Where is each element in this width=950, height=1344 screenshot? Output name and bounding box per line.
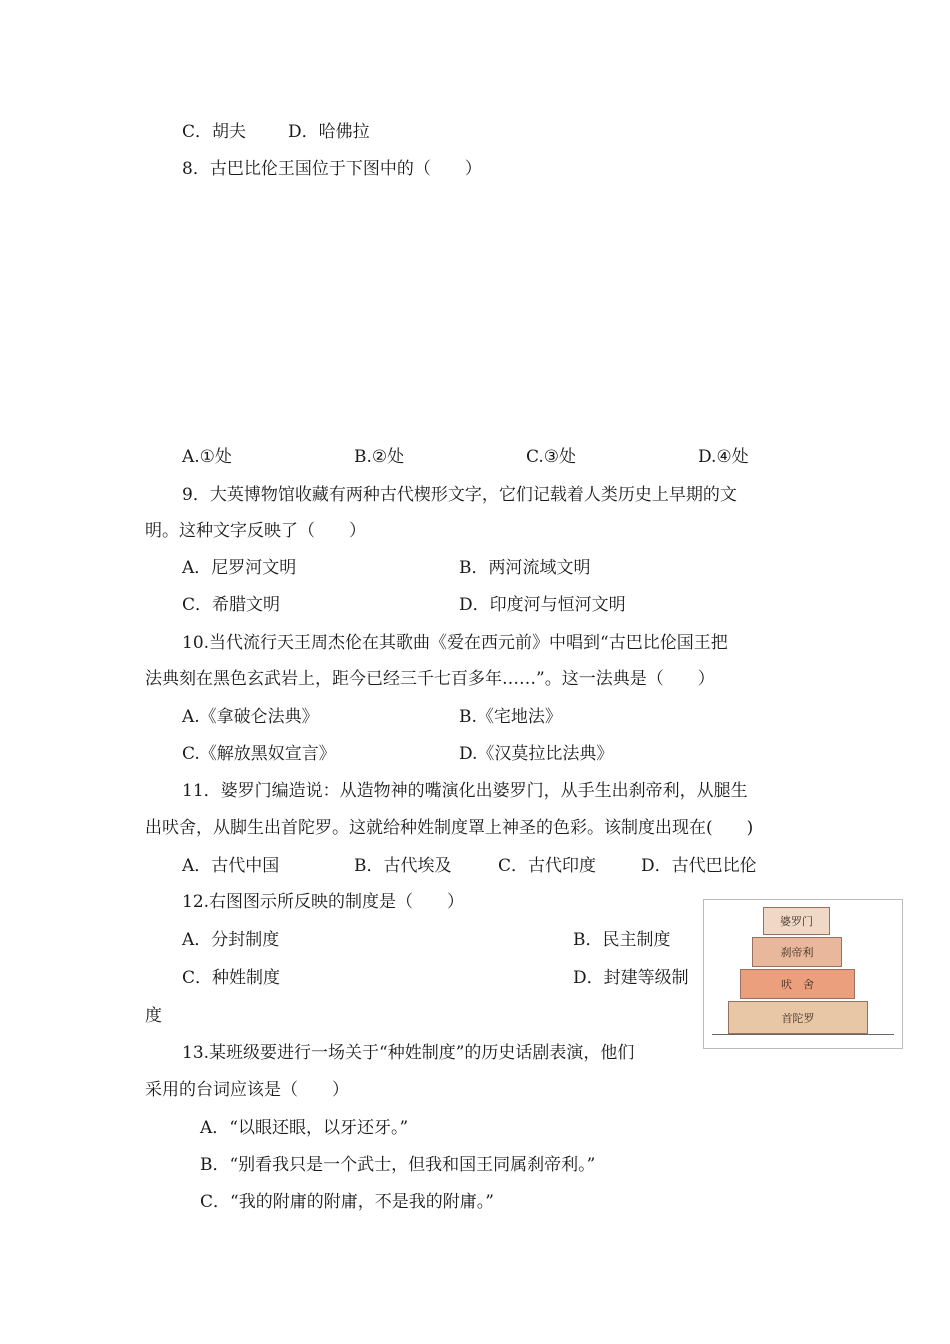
- q8-option-c: C.③处: [526, 447, 577, 467]
- q9-option-c: C．希腊文明: [182, 595, 281, 615]
- q9-option-b: B．两河流域文明: [459, 558, 591, 578]
- pyramid-tier-shudra: 首陀罗: [728, 1001, 868, 1034]
- q10-option-c: C.《解放黑奴宣言》: [182, 744, 336, 764]
- q12-option-d-wrap: 度: [145, 1006, 162, 1026]
- q8-stem: 8．古巴比伦王国位于下图中的（ ）: [182, 159, 482, 179]
- q8-option-b: B.②处: [354, 447, 405, 467]
- q13-stem-line2: 采用的台词应该是（ ）: [145, 1080, 349, 1100]
- pyramid-tier-brahmin: 婆罗门: [763, 907, 830, 935]
- q9-stem-line1: 9．大英博物馆收藏有两种古代楔形文字，它们记载着人类历史上早期的文: [182, 485, 737, 505]
- q8-option-d: D.④处: [698, 447, 749, 467]
- pyramid-base-line: [712, 1034, 894, 1035]
- q10-stem-line1: 10.当代流行天王周杰伦在其歌曲《爱在西元前》中唱到“古巴比伦国王把: [182, 633, 728, 653]
- q8-option-a: A.①处: [182, 447, 232, 467]
- q12-option-c: C．种姓制度: [182, 968, 281, 988]
- q11-option-c: C．古代印度: [498, 856, 597, 876]
- q13-stem-line1: 13.某班级要进行一场关于“种姓制度”的历史话剧表演，他们: [182, 1043, 635, 1063]
- q7-option-c: C．胡夫: [182, 122, 247, 142]
- q9-option-d: D．印度河与恒河文明: [459, 595, 626, 615]
- q10-option-a: A.《拿破仑法典》: [182, 707, 319, 727]
- q11-option-d: D．古代巴比伦: [641, 856, 757, 876]
- q13-option-b: B．“别看我只是一个武士，但我和国王同属刹帝利。”: [200, 1155, 596, 1175]
- q12-option-b: B．民主制度: [573, 930, 671, 950]
- q12-option-a: A．分封制度: [182, 930, 280, 950]
- q9-stem-line2: 明。这种文字反映了（ ）: [145, 521, 366, 541]
- q10-option-d: D.《汉莫拉比法典》: [459, 744, 614, 764]
- q11-stem-line2: 出吠舍，从脚生出首陀罗。这就给种姓制度罩上神圣的色彩。该制度出现在( ): [145, 818, 754, 838]
- pyramid-tier-vaishya: 吠 舍: [740, 969, 855, 999]
- q11-stem-line1: 11．婆罗门编造说：从造物神的嘴演化出婆罗门，从手生出刹帝利，从腿生: [182, 781, 748, 801]
- q7-option-d: D．哈佛拉: [288, 122, 370, 142]
- caste-pyramid-figure: [703, 899, 903, 1049]
- pyramid-tier-kshatriya: 刹帝利: [752, 937, 842, 967]
- q10-stem-line2: 法典刻在黑色玄武岩上，距今已经三千七百多年……”。这一法典是（ ）: [145, 669, 715, 689]
- q10-option-b: B.《宅地法》: [459, 707, 562, 727]
- q13-option-a: A．“以眼还眼，以牙还牙。”: [200, 1118, 409, 1138]
- q12-stem: 12.右图图示所反映的制度是（ ）: [182, 892, 465, 912]
- q12-option-d: D．封建等级制: [573, 968, 689, 988]
- q11-option-b: B．古代埃及: [354, 856, 452, 876]
- q11-option-a: A．古代中国: [182, 856, 280, 876]
- q9-option-a: A．尼罗河文明: [182, 558, 297, 578]
- q13-option-c: C．“我的附庸的附庸，不是我的附庸。”: [200, 1192, 494, 1212]
